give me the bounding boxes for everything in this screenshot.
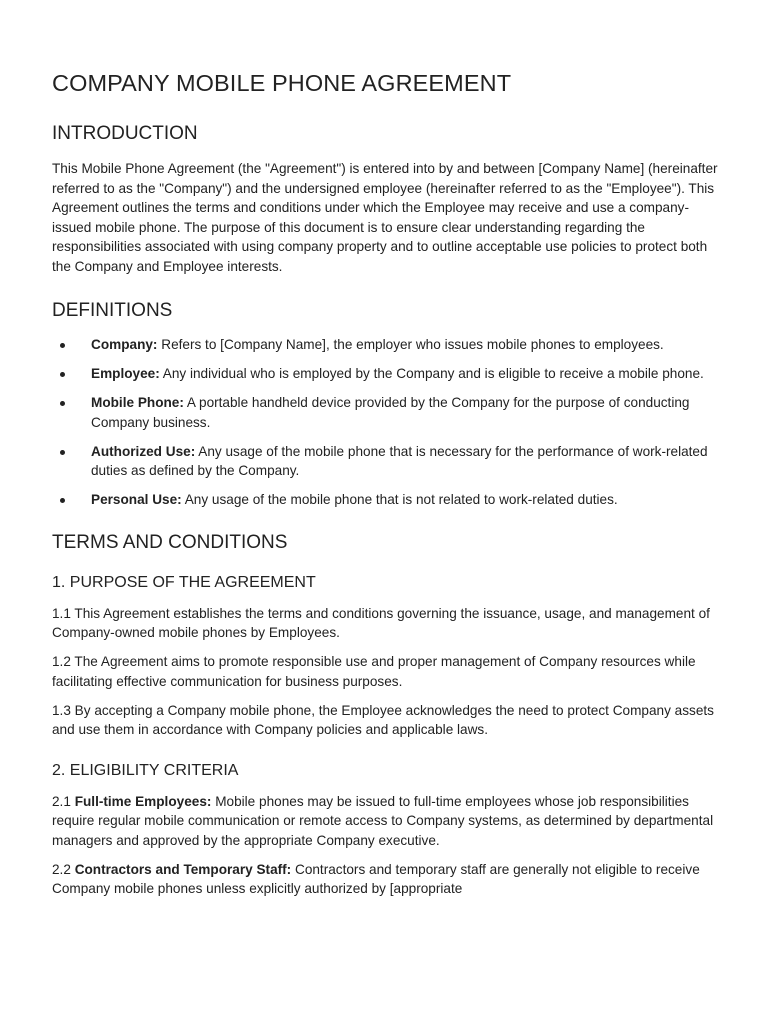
bullet-icon bbox=[60, 498, 65, 503]
definition-text: Any usage of the mobile phone that is necessary for the performance of work-related duties as defined by the Company. bbox=[91, 443, 708, 478]
clause-text: Contractors and temporary staff are generally not eligible to receive Company mobile phones unless explicitly authorized by [appropriate bbox=[52, 861, 700, 896]
section-1-heading: 1. PURPOSE OF THE AGREEMENT bbox=[52, 573, 316, 591]
clause-2-1 bbox=[52, 792, 722, 851]
terms-heading: TERMS AND CONDITIONS bbox=[52, 531, 288, 553]
definition-term: Mobile Phone: bbox=[91, 395, 184, 410]
clause-1-3: 1.3 By accepting a Company mobile phone, the Employee acknowledges the need to protect Company assets and use them in accordance with Company policies and applicable laws. bbox=[52, 702, 714, 737]
clause-text: Mobile phones may be issued to full-time employees whose job responsibilities require regular mobile communication or remote access to Company systems, as determined by departmental managers and approved by the appropriate Company executive. bbox=[52, 793, 714, 848]
clause-2-2 bbox=[52, 860, 722, 899]
document-title: COMPANY MOBILE PHONE AGREEMENT bbox=[52, 70, 512, 96]
definition-text: Any individual who is employed by the Company and is eligible to receive a mobile phone. bbox=[159, 366, 704, 381]
clause-1-1: 1.1 This Agreement establishes the terms and conditions governing the issuance, usage, and management of Company-owned mobile phones by Employees. bbox=[52, 605, 710, 640]
bullet-icon bbox=[60, 401, 65, 406]
clause-term: Contractors and Temporary Staff: bbox=[74, 861, 292, 877]
definition-term: Company: bbox=[91, 337, 158, 352]
definition-item bbox=[52, 364, 722, 384]
clause-term: Full-time Employees: bbox=[74, 793, 212, 809]
definition-term: Personal Use: bbox=[91, 492, 182, 507]
definition-item bbox=[52, 393, 722, 432]
section-2-heading: 2. ELIGIBILITY CRITERIA bbox=[52, 761, 239, 779]
definition-item bbox=[52, 442, 722, 481]
bullet-icon bbox=[60, 450, 65, 455]
introduction-text: This Mobile Phone Agreement (the "Agreement") is entered into by and between [Company Name] (hereinafter referred to as the "Company") and the undersigned employee (hereinafter referred to as the "Employee"). This Agreement outlines the terms and conditions under which the Employee may receive and use a company-issued mobile phone. The purpose of this document is to ensure clear understanding regarding the responsibilities associated with using company property and to outline acceptable use policies to protect both the Company and Employee interests. bbox=[52, 161, 718, 274]
bullet-icon bbox=[60, 372, 65, 377]
definitions-list bbox=[52, 335, 722, 510]
definition-text: A portable handheld device provided by the Company for the purpose of conducting Company business. bbox=[91, 395, 690, 430]
definitions-heading: DEFINITIONS bbox=[52, 300, 173, 321]
bullet-icon bbox=[60, 343, 65, 348]
definition-term: Employee: bbox=[91, 366, 160, 381]
clause-number: 2.1 bbox=[52, 793, 75, 809]
definition-term: Authorized Use: bbox=[91, 443, 196, 459]
definition-text: Any usage of the mobile phone that is not related to work-related duties. bbox=[181, 492, 618, 507]
document-page bbox=[52, 70, 722, 908]
clause-number: 2.2 bbox=[52, 861, 75, 877]
introduction-heading: INTRODUCTION bbox=[52, 123, 198, 144]
definition-item bbox=[52, 490, 722, 510]
clause-1-2: 1.2 The Agreement aims to promote responsible use and proper management of Company resources while facilitating effective communication for business purposes. bbox=[52, 654, 696, 689]
definition-item bbox=[52, 335, 722, 355]
definition-text: Refers to [Company Name], the employer who issues mobile phones to employees. bbox=[157, 337, 664, 352]
